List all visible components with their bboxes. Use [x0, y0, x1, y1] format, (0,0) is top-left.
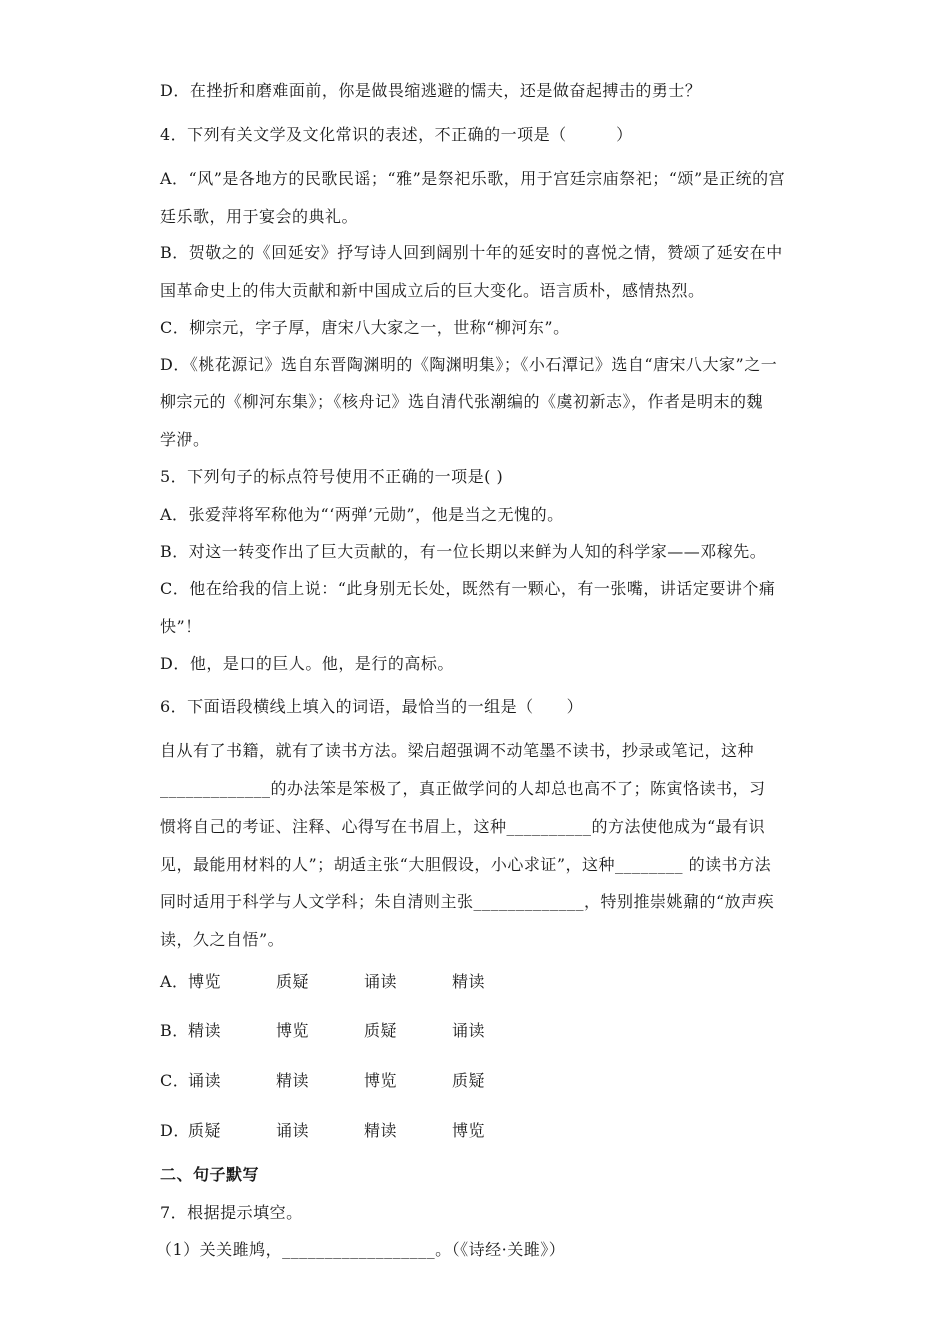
- q6-passage-line6: 读，久之自悟”。: [160, 930, 285, 949]
- q4-option-d-line2: 柳宗元的《柳河东集》；《核舟记》选自清代张潮编的《虞初新志》，作者是明末的魏: [160, 392, 764, 411]
- q6-passage-line3: 惯将自己的考证、注释、心得写在书眉上，这种__________的方法使他成为“最有识: [160, 817, 766, 836]
- q7-stem: 7．根据提示填空。: [160, 1203, 303, 1222]
- q5-option-b: B．对这一转变作出了巨大贡献的，有一位长期以来鲜为人知的科学家——邓稼先。: [160, 542, 767, 561]
- q4-stem: 4．下列有关文学及文化常识的表述，不正确的一项是（ ）: [160, 125, 633, 144]
- option-word: 诵读: [276, 1121, 310, 1140]
- option-word: 博览: [188, 972, 222, 991]
- q6-passage-line1: 自从有了书籍，就有了读书方法。梁启超强调不动笔墨不读书，抄录或笔记，这种: [160, 741, 755, 760]
- option-word: 质疑: [364, 1021, 398, 1040]
- q4-option-d-line1: D．《桃花源记》选自东晋陶渊明的《陶渊明集》；《小石潭记》选自“唐宋八大家”之一: [160, 355, 778, 374]
- option-label: C．: [160, 1071, 190, 1090]
- option-word: 诵读: [188, 1071, 222, 1090]
- q5-option-d: D．他，是口的巨人。他，是行的高标。: [160, 654, 454, 673]
- q6-option-d: [160, 1121, 485, 1141]
- q5-option-c-line2: 快”！: [160, 617, 202, 636]
- option-word: 诵读: [364, 972, 398, 991]
- option-word: 精读: [276, 1071, 310, 1090]
- q6-stem: 6．下面语段横线上填入的词语，最恰当的一组是（ ）: [160, 697, 584, 716]
- q6-passage-line2: _____________的办法笨是笨极了，真正做学问的人却总也高不了；陈寅恪读书，习: [160, 779, 766, 798]
- q5-option-a: A．张爱萍将军称他为“‘两弹’元勋”，他是当之无愧的。: [160, 505, 564, 524]
- q3-option-d: D．在挫折和磨难面前，你是做畏缩逃避的懦夫，还是做奋起搏击的勇士？: [160, 81, 702, 100]
- section-heading: 二、句子默写: [160, 1165, 260, 1184]
- option-word: 博览: [364, 1071, 398, 1090]
- q4-option-d-line3: 学洢。: [160, 430, 210, 449]
- option-word: 精读: [452, 972, 486, 991]
- option-word: 精读: [364, 1121, 398, 1140]
- q5-option-c-line1: C．他在给我的信上说：“此身别无长处，既然有一颗心，有一张嘴，讲话定要讲个痛: [160, 579, 776, 598]
- option-word: 质疑: [452, 1071, 486, 1090]
- option-word: 博览: [452, 1121, 486, 1140]
- q4-option-b-line1: B．贺敬之的《回延安》抒写诗人回到阔别十年的延安时的喜悦之情，赞颂了延安在中: [160, 243, 783, 262]
- option-word: 质疑: [188, 1121, 222, 1140]
- q6-passage-line4: 见，最能用材料的人”；胡适主张“大胆假设，小心求证”，这种________ 的读书方法: [160, 855, 772, 874]
- q6-passage-line5: 同时适用于科学与人文学科；朱自清则主张_____________，特别推崇姚鼐的“放声疾: [160, 892, 775, 911]
- q5-stem: 5．下列句子的标点符号使用不正确的一项是( ): [160, 467, 504, 486]
- q4-option-c: C．柳宗元，字子厚，唐宋八大家之一，世称“柳河东”。: [160, 318, 570, 337]
- q4-option-a-line2: 廷乐歌，用于宴会的典礼。: [160, 207, 359, 226]
- option-label: D．: [160, 1121, 190, 1140]
- q4-option-b-line2: 国革命史上的伟大贡献和新中国成立后的巨大变化。语言质朴，感情热烈。: [160, 281, 705, 300]
- option-label: B．: [160, 1021, 189, 1040]
- option-word: 博览: [276, 1021, 310, 1040]
- q6-option-a: [160, 972, 485, 992]
- q6-option-c: [160, 1071, 485, 1091]
- option-label: A．: [160, 972, 189, 991]
- option-word: 质疑: [276, 972, 310, 991]
- option-word: 诵读: [452, 1021, 486, 1040]
- option-word: 精读: [188, 1021, 222, 1040]
- q7-item1: （1）关关雎鸠，__________________。（《诗经·关雎》）: [156, 1240, 566, 1259]
- q6-option-b: [160, 1021, 485, 1041]
- q4-option-a-line1: A．“风”是各地方的民歌民谣；“雅”是祭祀乐歌，用于宫廷宗庙祭祀；“颂”是正统的宫: [160, 169, 786, 188]
